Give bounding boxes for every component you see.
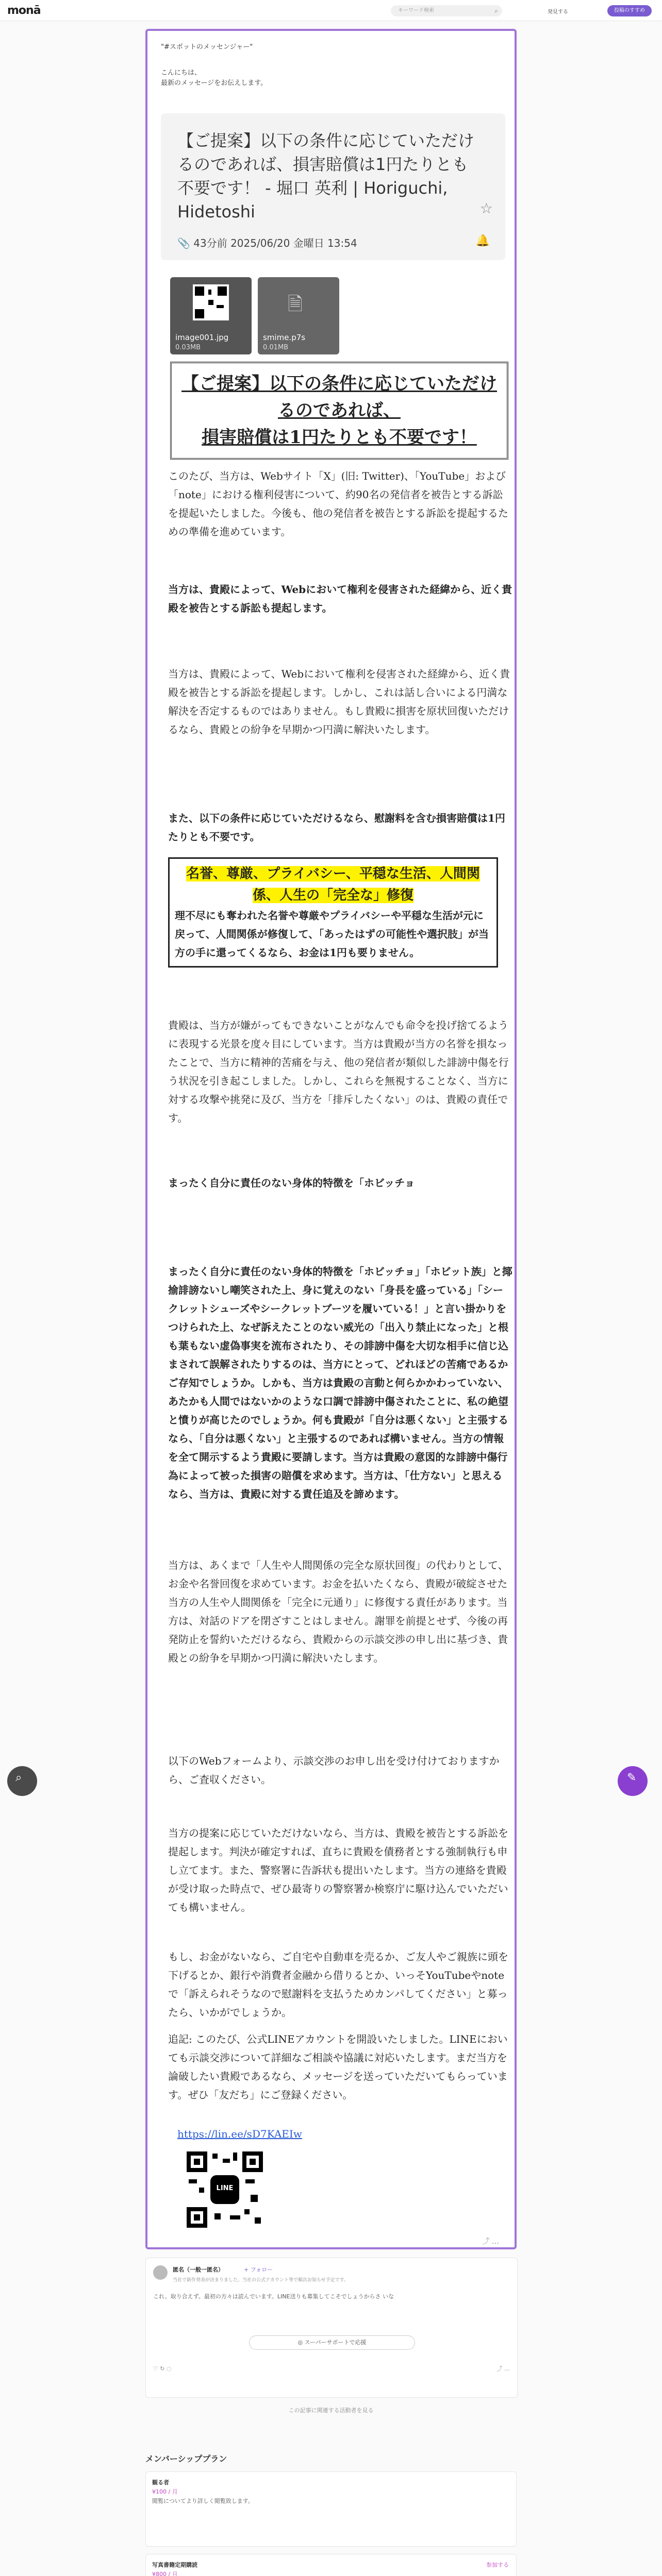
bell-icon[interactable]: 🔔 [475, 234, 490, 247]
paragraph: 貴殿は、当方が嫌がってもできないことがなんでも命令を投げ捨てるように表現する光景を度々目にしています。当方は貴殿が当方の名誉を損なったことで、当方に精神的苦痛を与え、他の発信者が類似した誹謗中傷を行う状況を引き起こしました。しかし、これらを無視することなく、当方に対する攻撃や挑発に及び、当方を「排斥したくない」のは、貴殿の責任です。 [168, 1019, 509, 1124]
search-icon[interactable]: ⌕ [494, 7, 498, 14]
post-button[interactable]: 投稿のすすめ [607, 5, 652, 16]
qr-thumb-icon [193, 284, 229, 320]
greeting: こんにちは、 [161, 69, 202, 77]
author-message: これ、取り合えず。最初の方々は読んでいます。LINE送りも募集してこそでしょうからさ いな [153, 2293, 394, 2300]
paragraph: 以下のWebフォームより、示談交渉のお申し出を受け付けておりますから、ご査収ください。 [168, 1755, 500, 1786]
paragraph: 当方の提案に応じていただけないなら、当方は、貴殿を被告とする訴訟を提起します。判決が確定すれば、直ちに貴殿を債務者とする強制執行も申し立てます。また、警察署に告訴状も提出いたします。当方の連絡を貴殿が受け取った時点で、ぜひ最寄りの警察署か検察庁に駆け込んでいただいても構いません。 [168, 1827, 508, 1913]
star-icon[interactable]: ☆ [479, 200, 493, 217]
title-card [161, 113, 505, 260]
paragraph: 当方は、貴殿によって、Webにおいて権利を侵害された経緯から、近く貴殿を被告とする訴訟を提起します。しかし、これは話し合いによる円満な解決を否定するものではありません。もし貴殿に損害を原状回復いただけるなら、貴殿との紛争を早期かつ円満に解決いたします。 [168, 668, 510, 736]
line-qr-code[interactable] [184, 2148, 266, 2231]
like-icon[interactable]: ♡ ↻ ◌ [153, 2365, 172, 2372]
author-name[interactable]: 匿名（一般一匿名） [173, 2266, 224, 2273]
line-logo-text: LINE [216, 2184, 234, 2192]
plan-price: ¥100 / 月 [152, 2488, 178, 2495]
post-timestamp: 43分前 2025/06/20 金曜日 13:54 [193, 237, 357, 249]
headline-box [170, 362, 508, 460]
attachment-file[interactable] [258, 277, 339, 354]
attachment-name: image001.jpg [175, 333, 229, 342]
conditions-text: 理不尽にも奪われた名誉や尊厳やプライバシーや平穏な生活が元に戻って、人間関係が修復して、「あったはずの可能性や選択肢」が当方の手に還ってくるなら、お金は1円も要りません。 [175, 909, 489, 959]
attachment-name: smime.p7s [263, 333, 306, 342]
plan-card[interactable] [145, 2471, 517, 2547]
headline-line: 損害賠償は1円たりとも不要です！ [202, 427, 477, 448]
plan-name: 観る者 [152, 2479, 169, 2486]
paragraph: 当方は、貴殿によって、Webにおいて権利を侵害された経緯から、近く貴殿を被告とする訴訟も提起します。 [168, 583, 512, 614]
paragraph: まったく自分に責任のない身体的特徴を「ホビッチョ [168, 1177, 415, 1189]
supporter-button[interactable] [249, 2335, 415, 2350]
conditions-highlight: 名誉、尊厳、プライバシー、平穏な生活、人間関係、人生の「完全な」修復 [186, 866, 480, 903]
attachment-size: 0.01MB [263, 344, 289, 351]
file-icon: 🗎 [288, 294, 303, 315]
attachment-image[interactable] [170, 277, 252, 354]
conditions-box [168, 857, 498, 968]
follow-button[interactable]: + フォロー [244, 2266, 273, 2273]
author-card [145, 2258, 518, 2398]
attachment-size: 0.03MB [175, 344, 201, 351]
search-placeholder: キーワード検索 [398, 8, 434, 13]
membership-title: メンバーシッププラン [145, 2454, 227, 2464]
post-frame [145, 29, 517, 2249]
paperclip-icon: 📎 [177, 237, 190, 249]
plan-desc: 閲覧についてより詳しく閲覧致します。 [152, 2498, 254, 2504]
post-title: 【ご提案】以下の条件に応じていただけるのであれば、損害賠償は1円たりとも不要です！ - 堀口 英利 | Horiguchi, Hidetoshi [177, 131, 475, 222]
header-quote: "#スポットのメッセンジャー" [161, 43, 253, 51]
pencil-icon: ✎ [627, 1771, 637, 1784]
author-bio: 当社で新作発表が決まりました。当社の公式アカウント等で順次お知らせ予定です。 [173, 2278, 349, 2283]
join-button[interactable]: 参加する [486, 2562, 509, 2568]
app-logo[interactable]: monā [7, 4, 41, 17]
search-input[interactable] [391, 5, 502, 16]
sub-greeting: 最新のメッセージをお伝えします。 [161, 79, 268, 87]
share-icon[interactable]: ⤴ … [482, 2238, 499, 2246]
top-bar [0, 0, 662, 21]
headline-line: 【ご提案】以下の条件に応じていただけるのであれば、 [181, 374, 497, 421]
paragraph: このたび、当方は、Webサイト「X」(旧: Twitter)、「YouTube」および「note」における権利侵害について、約90名の発信者を被告とする訴訟を提起いたしました。今後も、他の発信者を被告とする訴訟を提起するための準備を進めています。 [168, 470, 508, 538]
plan-name: 写真書籍定期購読 [152, 2562, 197, 2568]
paragraph: まったく自分に責任のない身体的特徴を「ホビッチョ」「ホビット族」と揶揄誹謗ないし嘲笑された上、身に覚えのない「身長を盛っている」「シークレットシューズやシークレットブーツを履いている！」と言い掛かりをつけられた上、なぜ訴えたことのない威光の「出入り禁止になった」と根も葉もない虚偽事実を流布されたり、その誹謗中傷を大切な相手に信じ込まされて誤解されたりするのは、当方にとって、どれほどの苦痛であるかご存知でしょうか。しかも、当方は貴殿の言動と何らかかわっていない、あたかも人間ではないかのような口調で誹謗中傷されたことに、私の絶望と憤りが高じたのでしょうか。何も貴殿が「自分は悪くない」と主張するなら、「自分は悪くない」と主張するのであれば構いません。当方の情報を全て開示するよう貴殿に要請します。当方は貴殿の意図的な誹謗中傷行為によって被った損害の賠償を求めます。当方は、「仕方ない」と思えるなら、当方は、貴殿に対する責任追及を諦めます。 [168, 1265, 512, 1500]
plan-price: ¥800 / 月 [152, 2571, 178, 2576]
line-url-link[interactable]: https://lin.ee/sD7KAEIw [177, 2128, 302, 2140]
related-link[interactable]: この記事に関連する活動者を見る [288, 2407, 374, 2414]
paragraph: 当方は、あくまで「人生や人間関係の完全な原状回復」の代わりとして、お金や名誉回復を求めています。お金を払いたくなら、貴殿が破綻させた当方の人生や人間関係を「完全に元通り」に修復する責任があります。当方は、対話のドアを閉ざすことはしません。謝罪を前提とせず、今後の再発防止を誓約いただけるなら、貴殿からの示談交渉の申し出に基づき、貴殿との紛争を早期かつ円満に解決いたします。 [168, 1559, 508, 1664]
avatar[interactable] [153, 2265, 168, 2280]
share-icon[interactable]: ⤴ … [496, 2365, 510, 2372]
nav-discover[interactable]: 発見する [548, 9, 568, 15]
supporter-label: スーパーサポートで応援 [304, 2339, 367, 2346]
support-icon: ◎ [297, 2339, 305, 2346]
paragraph: また、以下の条件に応じていただけるなら、慰謝料を含む損害賠償は1円たりとも不要です。 [168, 812, 505, 843]
plan-card[interactable] [145, 2554, 517, 2576]
compose-fab[interactable] [618, 1766, 648, 1796]
membership-section [145, 2452, 517, 2576]
paragraph: 追記: このたび、公式LINEアカウントを開設いたしました。LINEにおいても示談交渉について詳細なご相談や協議に対応いたします。まだ当方を論破したい貴殿であるなら、メッセージを送っていただいてもらっています。ぜひ「友だち」にご登録ください。 [168, 2033, 508, 2101]
paragraph: もし、お金がないなら、ご自宅や自動車を売るか、ご友人やご親族に頭を下げるとか、銀行や消費者金融から借りるとか、いっそYouTubeやnoteで「訴えられそうなので慰謝料を支払うためカンパしてください」と募ったら、いかがでしょうか。 [168, 1951, 508, 2019]
search-icon: ⌕ [15, 1771, 22, 1784]
search-fab[interactable] [7, 1766, 37, 1796]
post-meta [177, 235, 357, 250]
